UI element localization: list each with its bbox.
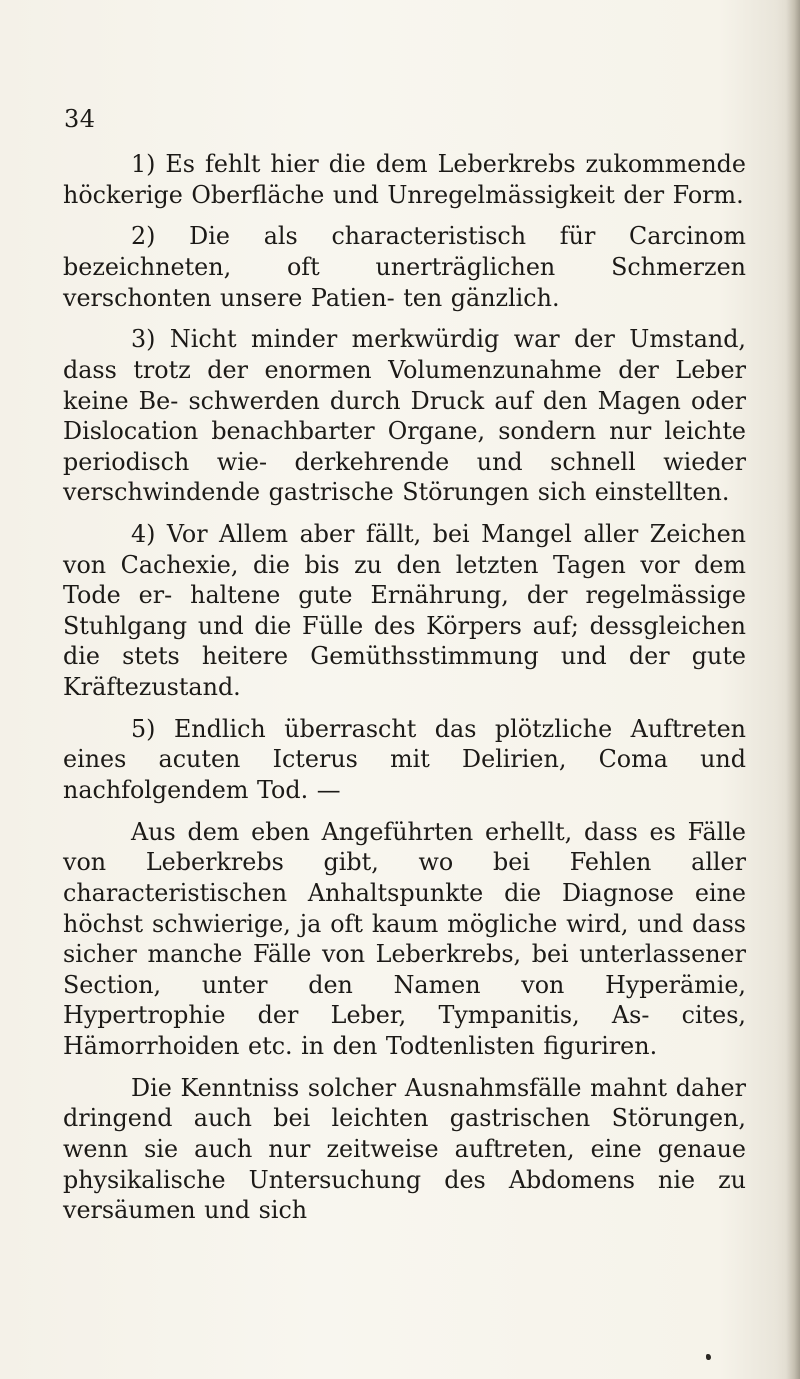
ink-speck <box>706 1354 711 1360</box>
paragraph-point-2: 2) Die als characteristisch für Carcinom bezeichneten, oft unerträglichen Schmerzen verschonten unsere Patien- ten gänzlich. <box>63 222 746 312</box>
paragraph-point-4: 4) Vor Allem aber fällt, bei Mangel aller Zeichen von Cachexie, die bis zu den letzten Tagen vor dem Tode er- haltene gute Ernährung, der regelmässige Stuhlgang und die Fülle des Körpers auf; dessgleichen die stets heitere Gemüthsstimmung und der gute Kräftezustand. <box>63 520 746 702</box>
paragraph-conclusion: Aus dem eben Angeführten erhellt, dass es Fälle von Leberkrebs gibt, wo bei Fehlen aller characteristischen Anhaltspunkte die Diagnose eine höchst schwierige, ja oft kaum mögliche wird, und dass sicher manche Fälle von Leberkrebs, bei unterlassener Section, unter den Namen von Hyperämie, Hypertrophie der Leber, Tympanitis, As- cites, Hämorrhoiden etc. in den Todtenlisten figuriren. <box>63 817 746 1060</box>
paragraph-recommendation: Die Kenntniss solcher Ausnahmsfälle mahnt daher dringend auch bei leichten gastrischen Störungen, wenn sie auch nur zeitweise auftreten, eine genaue physikalische Untersuchung des Abdomens nie zu versäumen und sich <box>63 1073 746 1225</box>
page-number: 34 <box>64 105 96 133</box>
paragraph-point-1: 1) Es fehlt hier die dem Leberkrebs zukommende höckerige Oberfläche und Unregelmässigkeit der Form. <box>63 150 746 209</box>
page-edge-shadow <box>786 0 800 1379</box>
paragraph-point-5: 5) Endlich überrascht das plötzliche Auftreten eines acuten Icterus mit Delirien, Coma und nachfolgendem Tod. — <box>63 714 746 805</box>
paragraph-point-3: 3) Nicht minder merkwürdig war der Umstand, dass trotz der enormen Volumenzunahme der Leber keine Be- schwerden durch Druck auf den Magen oder Dislocation benachbarter Organe, sondern nur leichte periodisch wie- derkehrende und schnell wieder verschwindende gastrische Störungen sich einstellten. <box>63 325 746 507</box>
body-text <box>63 149 746 1226</box>
